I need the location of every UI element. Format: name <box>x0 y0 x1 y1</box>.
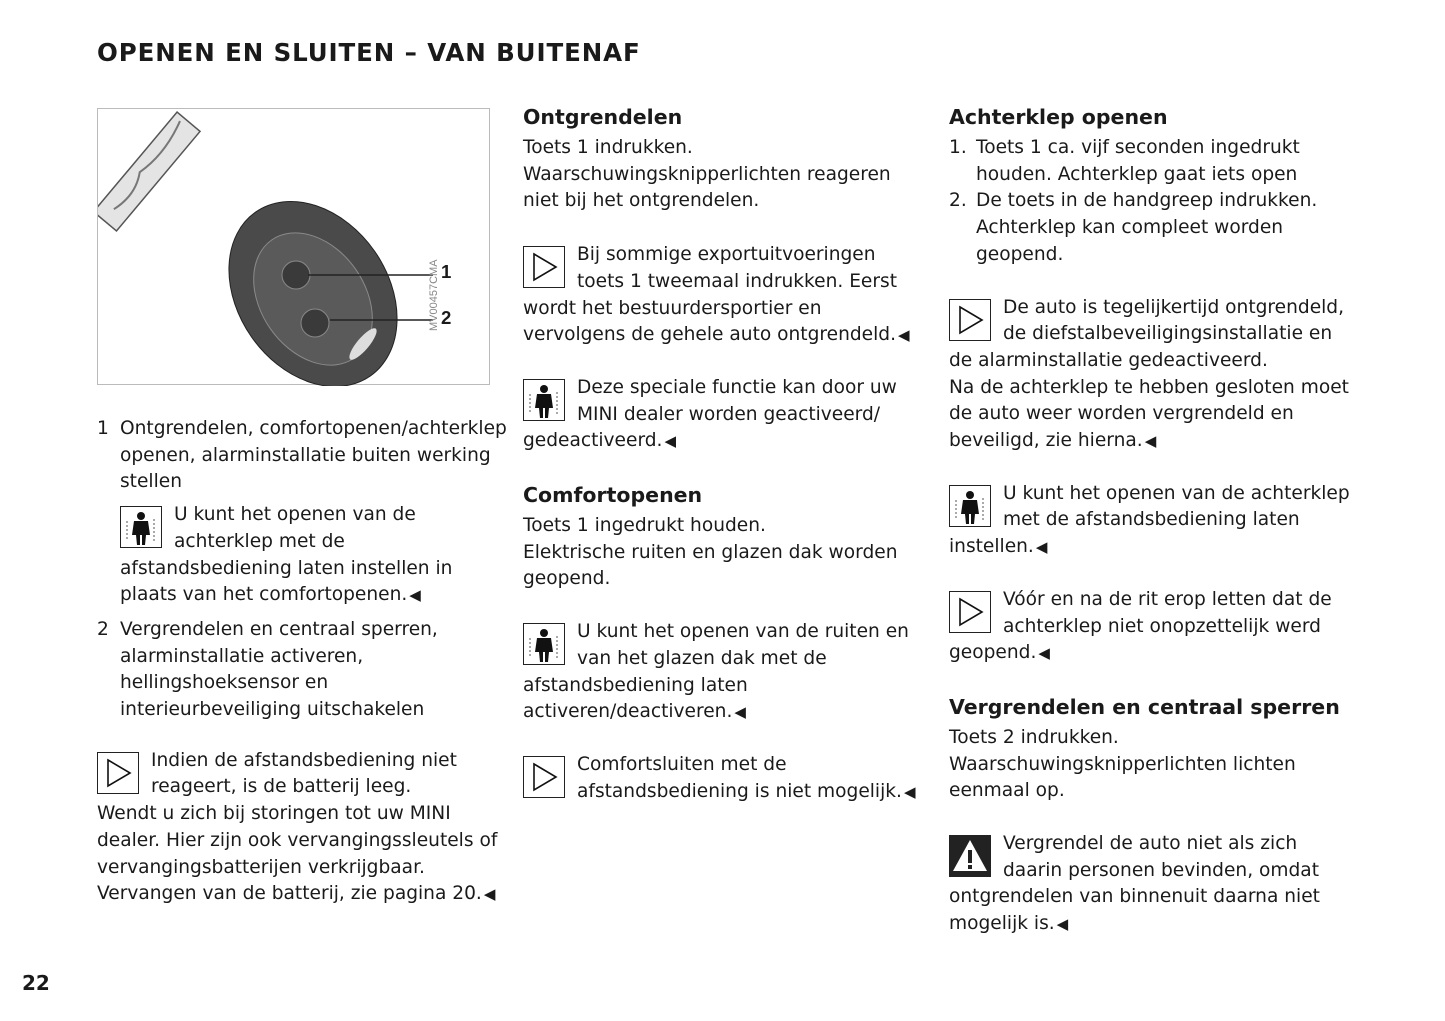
body-text: Elektrische ruiten en glazen dak worden geopend. <box>523 541 898 590</box>
heading-achterklep-openen: Achterklep openen <box>949 105 1168 129</box>
legend-item-1 <box>97 416 509 609</box>
legend-item-2 <box>97 617 509 724</box>
service-note <box>120 502 509 609</box>
left-column <box>97 416 509 908</box>
heading-vergrendelen: Vergrendelen en centraal sperren <box>949 694 1340 719</box>
battery-note <box>97 748 509 908</box>
figure-label-2: 2 <box>441 307 452 328</box>
trunk-note <box>949 587 1361 667</box>
comfort-close-note <box>523 752 923 805</box>
item-text: Vergrendelen en centraal sperren, alarminstallatie activeren, hellingshoeksensor en interieurbeveiliging uitschakelen <box>120 618 438 721</box>
right-column <box>949 103 1361 938</box>
note-text: Vergrendel de auto niet als zich daarin personen bevinden, omdat ontgrendelen van binnenuit daarna niet mogelijk is. ◀ <box>949 831 1361 938</box>
note-text: Wendt u zich bij storingen tot uw MINI dealer. Hier zijn ook vervangingssleutels of vervangingsbatterijen verkrijgbaar. <box>97 803 498 878</box>
note-text: U kunt het openen van de achterklep met de afstandsbediening laten instellen. ◀ <box>949 481 1361 561</box>
body-text: Waarschuwingsknipperlichten reageren niet bij het ontgrendelen. <box>523 163 891 212</box>
figure-label-1: 1 <box>441 261 452 282</box>
step-text: De toets in de handgreep indrukken. Achterklep kan compleet worden geopend. <box>976 190 1318 265</box>
note-text: Vóór en na de rit erop letten dat de achterklep niet onopzettelijk werd geopend. ◀ <box>949 587 1361 667</box>
step-number: 1. <box>949 137 967 158</box>
page-number: 22 <box>22 971 50 995</box>
heading-ontgrendelen: Ontgrendelen <box>523 105 683 129</box>
step-1 <box>949 135 1361 188</box>
service-person-icon <box>120 506 162 548</box>
step-2 <box>949 188 1361 268</box>
service-note <box>523 375 923 455</box>
body-text: Toets 1 ingedrukt houden. <box>523 515 766 537</box>
body-text: Toets 1 indrukken. <box>523 137 693 158</box>
note-triangle-icon <box>97 752 139 794</box>
note-text: Vervangen van de batterij, zie pagina 20. ◀ <box>97 881 509 908</box>
note-text: Na de achterklep te hebben gesloten moet de auto weer worden vergrendeld en beveiligd, zie hierna. ◀ <box>949 375 1361 455</box>
key-figure <box>97 108 490 385</box>
step-number: 2. <box>949 190 967 212</box>
warning-icon <box>949 835 991 877</box>
note-text: Comfortsluiten met de afstandsbediening is niet mogelijk. ◀ <box>523 752 923 805</box>
body-text: Toets 2 indrukken. <box>949 726 1119 748</box>
note-text: Deze speciale functie kan door uw MINI dealer worden geactiveerd/ gedeactiveerd. ◀ <box>523 375 923 455</box>
item-number: 1 <box>97 418 109 439</box>
body-text: Waarschuwingsknipperlichten lichten eenmaal op. <box>949 753 1296 802</box>
heading-comfortopenen: Comfortopenen <box>523 483 703 508</box>
middle-column <box>523 103 923 805</box>
figure-code: MV00457CMA <box>428 259 440 331</box>
service-note <box>949 481 1361 561</box>
service-person-icon <box>523 379 565 421</box>
service-person-icon <box>523 623 565 665</box>
note-triangle-icon <box>949 591 991 633</box>
service-note <box>523 619 923 726</box>
item-text: Ontgrendelen, comfortopenen/achterklep openen, alarminstallatie buiten werking stellen <box>120 418 507 493</box>
note-text: De auto is tegelijkertijd ontgrendeld, de diefstalbeveiligingsinstallatie en de alarminstallatie gedeactiveerd. <box>949 296 1345 371</box>
note-text: Bij sommige exportuitvoeringen toets 1 tweemaal indrukken. Eerst wordt het bestuurdersportier en vervolgens de gehele auto ontgrendeld. ◀ <box>523 242 923 349</box>
unlock-note <box>949 295 1361 455</box>
note-text: U kunt het openen van de ruiten en van het glazen dak met de afstandsbediening laten activeren/deactiveren. ◀ <box>523 619 923 726</box>
note-triangle-icon <box>523 246 565 288</box>
note-text: U kunt het openen van de achterklep met de afstandsbediening laten instellen in plaats van het comfortopenen. ◀ <box>120 502 509 609</box>
export-note <box>523 242 923 349</box>
warning-note <box>949 831 1361 938</box>
note-triangle-icon <box>523 756 565 798</box>
note-text: Indien de afstandsbediening niet reageert, is de batterij leeg. <box>151 749 457 798</box>
page-title: OPENEN EN SLUITEN – VAN BUITENAF <box>97 38 641 67</box>
service-person-icon <box>949 485 991 527</box>
item-number: 2 <box>97 618 109 640</box>
note-triangle-icon <box>949 299 991 341</box>
step-text: Toets 1 ca. vijf seconden ingedrukt houden. Achterklep gaat iets open <box>976 137 1300 185</box>
